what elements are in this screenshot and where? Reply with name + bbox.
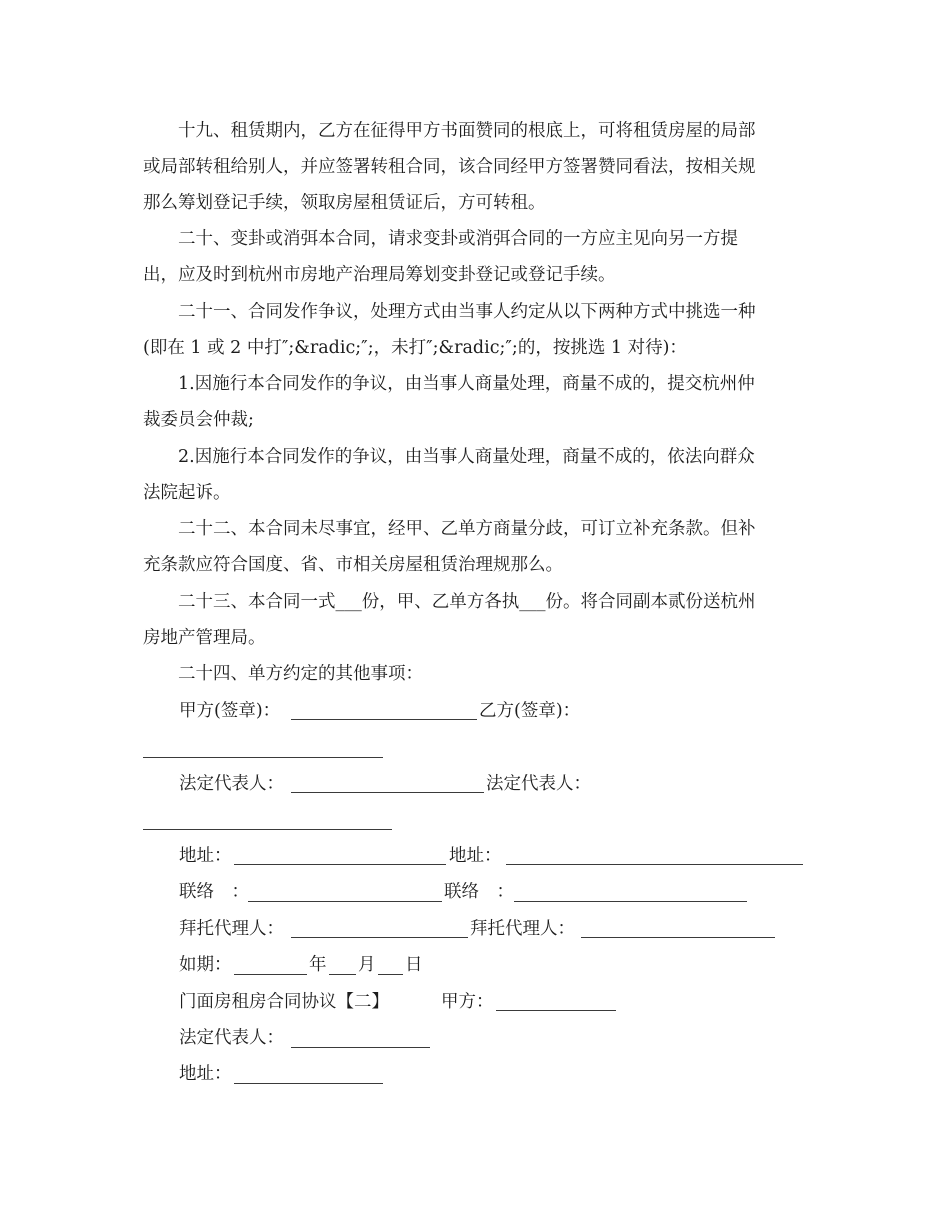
option-1-line-2: 裁委员会仲裁;	[143, 410, 254, 430]
year-blank[interactable]	[234, 974, 307, 975]
agent-b-label: 拜托代理人：	[470, 919, 575, 939]
contract-2-legal-rep-blank[interactable]	[291, 1047, 430, 1048]
clause-21-line-1: 二十一、合同发作争议，处理方式由当事人约定从以下两种方式中挑选一种	[143, 302, 756, 322]
clause-23-line-1: 二十三、本合同一式___份，甲、乙单方各执___份。将合同副本贰份送杭州	[143, 592, 756, 612]
clause-19-line-1: 十九、租赁期内，乙方在征得甲方书面赞同的根底上，可将租赁房屋的局部	[143, 121, 756, 141]
month-label: 月	[358, 955, 376, 975]
legal-rep-a-label: 法定代表人：	[179, 774, 284, 794]
party-b-sign-label: 乙方(签章)：	[479, 701, 581, 721]
legal-rep-a-blank[interactable]	[291, 792, 484, 793]
clause-22-line-2: 充条款应符合国度、省、市相关房屋租赁治理规那么。	[143, 555, 563, 575]
clause-23-line-2: 房地产管理局。	[143, 628, 266, 648]
contact-a-blank[interactable]	[248, 901, 442, 902]
clause-19-line-2: 或局部转租给别人，并应签署转租合同，该合同经甲方签署赞同看法，按相关规	[143, 157, 756, 177]
option-2-line-1: 2.因施行本合同发作的争议，由当事人商量处理，商量不成的，依法向群众	[143, 447, 755, 467]
agent-a-blank[interactable]	[291, 937, 468, 938]
contact-a-label: 联络 ：	[179, 882, 249, 902]
legal-rep-b-label: 法定代表人：	[486, 774, 591, 794]
contract-2-party-a-label: 甲方：	[441, 992, 494, 1012]
option-2-line-2: 法院起诉。	[143, 483, 231, 503]
address-a-blank[interactable]	[234, 864, 446, 865]
contact-b-label: 联络 ：	[444, 882, 514, 902]
clause-20-line-1: 二十、变卦或消弭本合同，请求变卦或消弭合同的一方应主见向另一方提	[143, 229, 738, 249]
day-blank[interactable]	[378, 974, 403, 975]
contract-2-title: 门面房租房合同协议【二】	[179, 992, 389, 1012]
month-blank[interactable]	[329, 974, 356, 975]
party-b-sign-blank[interactable]	[143, 757, 383, 758]
clause-21-line-2: (即在 1 或 2 中打″;&radic;″;，未打″;&radic;″;的，按挑选 1 对待)：	[143, 338, 687, 358]
option-1-line-1: 1.因施行本合同发作的争议，由当事人商量处理，商量不成的，提交杭州仲	[143, 374, 755, 394]
address-b-label: 地址：	[449, 846, 502, 866]
address-b-blank[interactable]	[506, 864, 803, 865]
clause-19-line-3: 那么筹划登记手续，领取房屋租赁证后，方可转租。	[143, 193, 546, 213]
year-label: 年	[309, 955, 327, 975]
contract-2-address-blank[interactable]	[234, 1083, 383, 1084]
clause-22-line-1: 二十二、本合同未尽事宜，经甲、乙单方商量分歧，可订立补充条款。但补	[143, 519, 756, 539]
legal-rep-b-blank[interactable]	[143, 829, 392, 830]
agent-a-label: 拜托代理人：	[179, 919, 284, 939]
party-a-sign-label: 甲方(签章)：	[179, 701, 281, 721]
contact-b-blank[interactable]	[514, 901, 747, 902]
clause-20-line-2: 出，应及时到杭州市房地产治理局筹划变卦登记或登记手续。	[143, 265, 616, 285]
day-label: 日	[405, 955, 423, 975]
contract-2-address-label: 地址：	[179, 1064, 232, 1084]
party-a-sign-blank[interactable]	[291, 719, 477, 720]
contract-2-legal-rep-label: 法定代表人：	[179, 1028, 284, 1048]
agent-b-blank[interactable]	[581, 937, 775, 938]
clause-24-line-1: 二十四、单方约定的其他事项：	[143, 664, 423, 684]
date-label: 如期：	[179, 955, 232, 975]
contract-2-party-a-blank[interactable]	[496, 1010, 616, 1011]
address-a-label: 地址：	[179, 846, 232, 866]
